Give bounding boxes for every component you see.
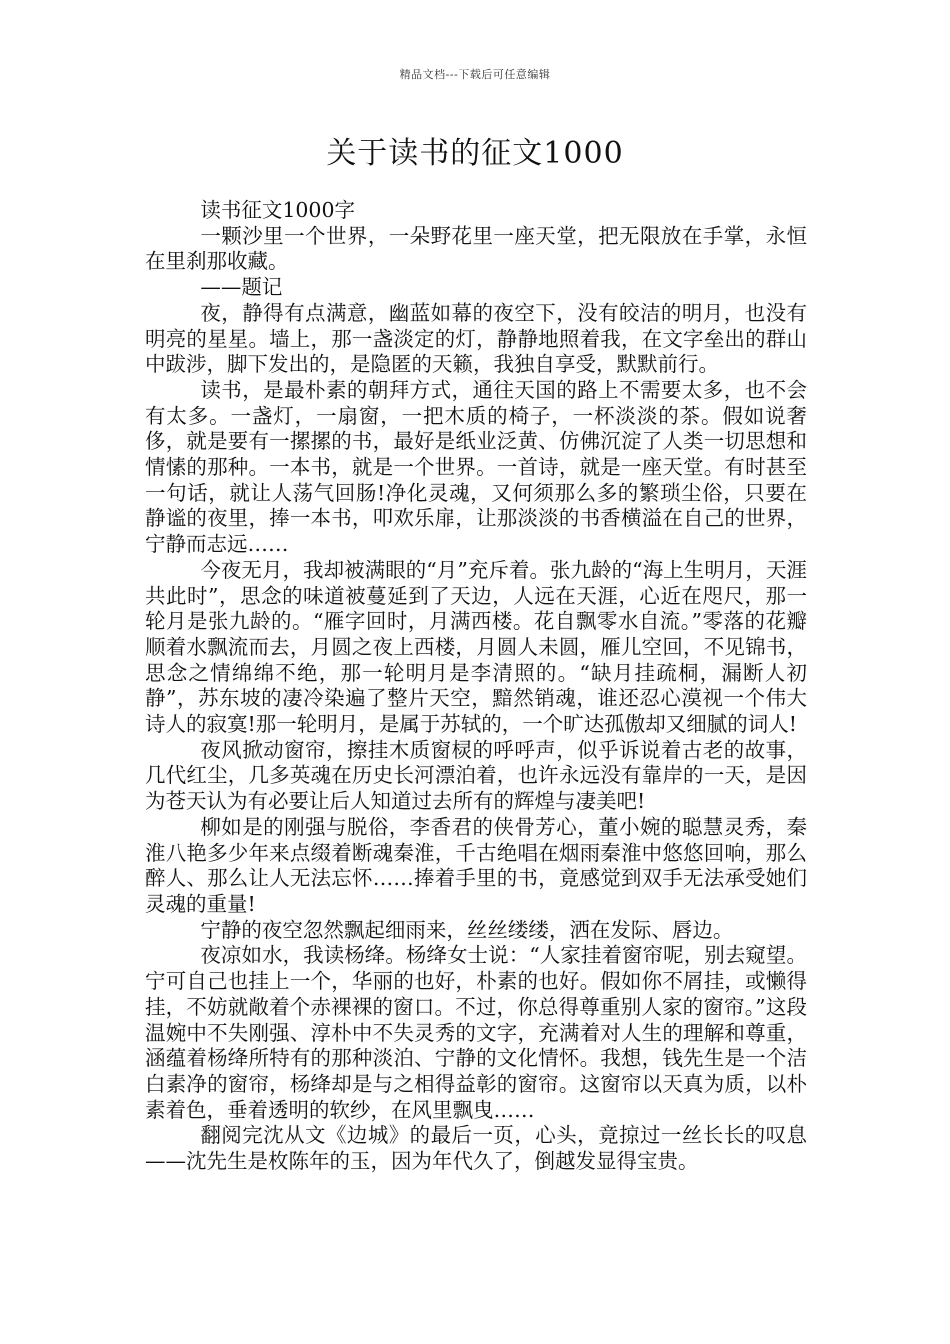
paragraph: 柳如是的刚强与脱俗，李香君的侠骨芳心，董小婉的聪慧灵秀，秦淮八艳多少年来点缀着断魂秦淮，千古绝唱在烟雨秦淮中悠悠回响，那么醉人、那么让人无法忘怀……捧着手里的书，竟感觉到双手无法承受她们灵魂的重量!: [145, 814, 807, 916]
paragraph: 翻阅完沈从文《边城》的最后一页，心头，竟掠过一丝长长的叹息——沈先生是枚陈年的玉，因为年代久了，倒越发显得宝贵。: [145, 1123, 807, 1174]
header-note: 精品文档---下载后可任意编辑: [399, 68, 551, 81]
paragraph: 今夜无月，我却被满眼的“月”充斥着。张九龄的“海上生明月，天涯共此时”，思念的味道被蔓延到了天边，人远在天涯，心近在咫尺，那一轮月是张九龄的。“雁字回时，月满西楼。花自飘零水自流。”零落的花瓣顺着水飘流而去，月圆之夜上西楼，月圆人未圆，雁儿空回，不见锦书，思念之情绵绵不绝，那一轮明月是李清照的。“缺月挂疏桐，漏断人初静”，苏东坡的凄冷染遍了整片天空，黯然销魂，谁还忍心漠视一个伟大诗人的寂寞!那一轮明月，是属于苏轼的，一个旷达孤傲却又细腻的词人!: [145, 557, 807, 737]
paragraph: 夜风掀动窗帘，擦挂木质窗棂的呼呼声，似乎诉说着古老的故事，几代红尘，几多英魂在历史长河漂泊着，也许永远没有靠岸的一天，是因为苍天认为有必要让后人知道过去所有的辉煌与凄美吧!: [145, 737, 807, 814]
paragraph-epigraph: 一颗沙里一个世界，一朵野花里一座天堂，把无限放在手掌，永恒在里刹那收藏。: [145, 223, 807, 274]
paragraph-subtitle: 读书征文1000字: [200, 198, 356, 222]
paragraph: 读书，是最朴素的朝拜方式，通往天国的路上不需要太多，也不会有太多。一盏灯，一扇窗，一把木质的椅子，一杯淡淡的茶。假如说奢侈，就是要有一摞摞的书，最好是纸业泛黄、仿佛沉淀了人类一切思想和情愫的那种。一本书，就是一个世界。一首诗，就是一座天堂。有时甚至一句话，就让人荡气回肠!净化灵魂，又何须那么多的繁琐尘俗，只要在静谧的夜里，捧一本书，叩欢乐扉，让那淡淡的书香横溢在自己的世界，宁静而志远……: [145, 377, 807, 557]
paragraph-epigraph-label: ——题记: [200, 275, 283, 300]
article-body: [145, 198, 807, 1175]
paragraph: 宁静的夜空忽然飘起细雨来，丝丝缕缕，洒在发际、唇边。: [200, 917, 734, 942]
page-title: 关于读书的征文1000: [326, 136, 624, 171]
paragraph: 夜凉如水，我读杨绛。杨绛女士说：“人家挂着窗帘呢，别去窥望。宁可自己也挂上一个，华丽的也好，朴素的也好。假如你不屑挂，或懒得挂，不妨就敞着个赤裸裸的窗口。不过，你总得尊重别人家的窗帘。”这段温婉中不失刚强、淳朴中不失灵秀的文字，充满着对人生的理解和尊重，涵蕴着杨绛所特有的那种淡泊、宁静的文化情怀。我想，钱先生是一个洁白素净的窗帘，杨绛却是与之相得益彰的窗帘。这窗帘以天真为质，以朴素着色，垂着透明的软纱，在风里飘曳……: [145, 943, 807, 1122]
paragraph: 夜，静得有点满意，幽蓝如幕的夜空下，没有皎洁的明月，也没有明亮的星星。墙上，那一盏淡定的灯，静静地照着我，在文字垒出的群山中跋涉，脚下发出的，是隐匿的天籁，我独自享受，默默前行。: [145, 300, 807, 377]
